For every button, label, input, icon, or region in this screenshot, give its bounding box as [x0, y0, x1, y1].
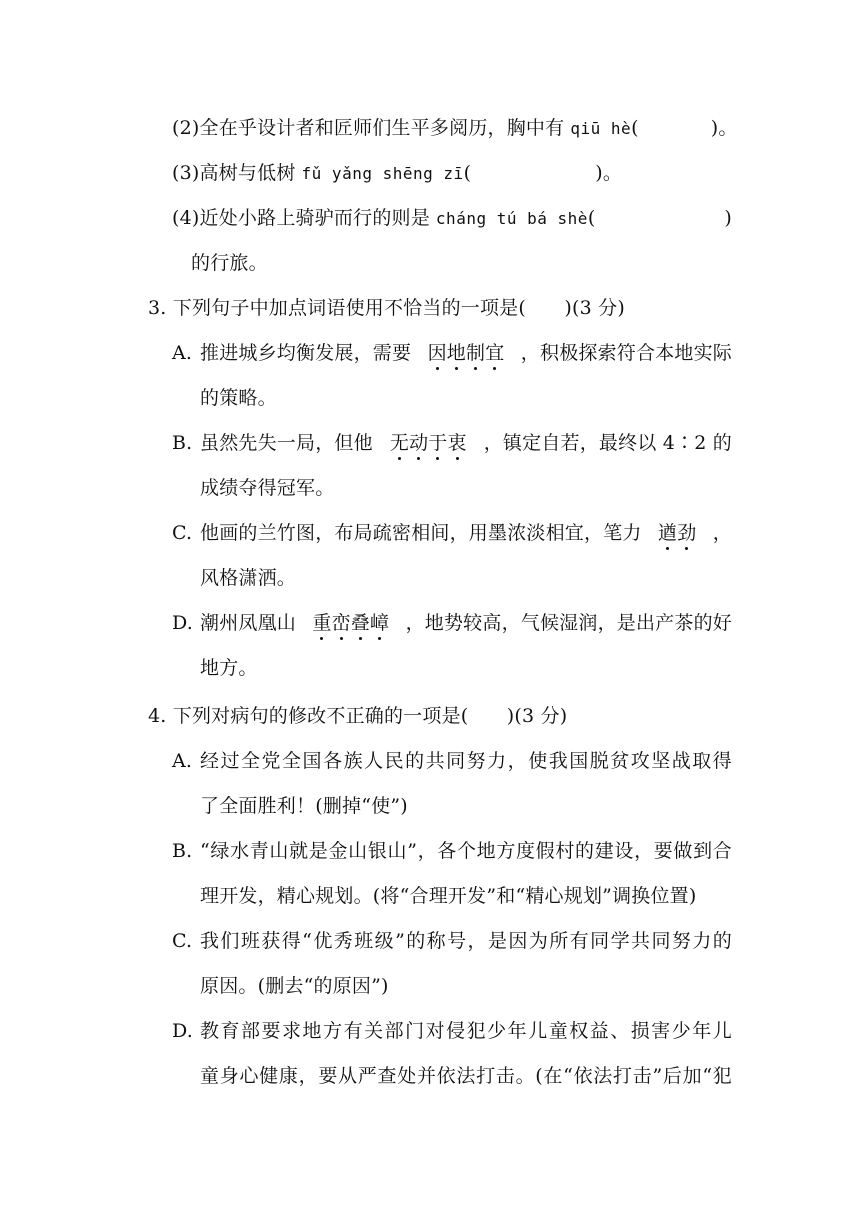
answer-blank-open: (: [587, 207, 596, 229]
q3-option-c[interactable]: [172, 521, 732, 545]
option-text: 我们班获得“优秀班级”的称号，是因为所有同学共同努力的: [200, 930, 732, 952]
q2-item-3: [172, 161, 622, 186]
option-text-post: ，积极探索符合本地实际: [520, 342, 732, 364]
item-number: (2): [172, 117, 200, 139]
q3-stem: 3. 下列句子中加点词语使用不恰当的一项是( )(3 分): [148, 297, 625, 319]
q3-option-b-continuation: 成绩夺得冠军。: [200, 477, 335, 499]
item-number: (3): [172, 162, 200, 184]
option-text-pre: 推进城乡均衡发展，需要: [200, 342, 412, 364]
option-text-pre: 潮州凤凰山: [200, 612, 297, 634]
pinyin: qiū hè: [570, 119, 632, 138]
option-text: “绿水青山就是金山银山”，各个地方度假村的建设，要做到合: [200, 840, 732, 862]
q3-option-a-continuation: 的策略。: [200, 387, 277, 409]
option-label: B.: [172, 432, 193, 454]
answer-blank-close: )。: [710, 117, 738, 139]
q4-stem: 4. 下列对病句的修改不正确的一项是( )(3 分): [148, 705, 568, 727]
option-label: B.: [172, 840, 193, 862]
q4-option-a-continuation: 了全面胜利！(删掉“使”): [200, 795, 408, 817]
option-text-post: ，镇定自若，最终以 4∶2 的: [483, 432, 732, 454]
option-label: C.: [172, 930, 193, 952]
dotted-word: 重峦叠嶂: [312, 612, 390, 634]
dotted-word: 因地制宜: [427, 342, 505, 364]
q3-option-d[interactable]: [172, 611, 732, 635]
option-text-post: ，: [712, 522, 732, 544]
q4-option-a[interactable]: [172, 749, 732, 773]
item-text: 全在乎设计者和匠师们生平多阅历，胸中有: [199, 117, 565, 139]
q2-item-2: [172, 116, 738, 141]
option-label: D.: [172, 612, 193, 634]
q2-item-4: [172, 206, 732, 231]
q3-option-a[interactable]: [172, 341, 732, 365]
q4-option-c[interactable]: [172, 929, 732, 953]
q4-option-b-continuation: 理开发，精心规划。(将“合理开发”和“精心规划”调换位置): [200, 885, 697, 907]
dotted-word: 遒劲: [658, 522, 697, 544]
option-label: A.: [172, 750, 193, 772]
item-text: 近处小路上骑驴而行的则是: [199, 207, 430, 229]
answer-blank-open: (: [631, 117, 639, 139]
q4-option-b[interactable]: [172, 839, 732, 863]
q2-item-4-continuation: 的行旅。: [191, 252, 268, 274]
option-label: C.: [172, 522, 193, 544]
option-label: D.: [172, 1020, 193, 1042]
q3-option-c-continuation: 风格潇洒。: [200, 567, 297, 589]
option-label: A.: [172, 342, 193, 364]
item-number: (4): [172, 207, 200, 229]
answer-blank-close: )。: [595, 162, 623, 184]
q4-option-c-continuation: 原因。(删去“的原因”): [200, 975, 389, 997]
q3-option-d-continuation: 地方。: [200, 657, 258, 679]
dotted-word: 无动于衷: [389, 432, 467, 454]
option-text: 经过全党全国各族人民的共同努力，使我国脱贫攻坚战取得: [200, 750, 732, 772]
pinyin: fǔ yǎng shēng zī: [301, 164, 464, 183]
q4-option-d[interactable]: [172, 1019, 732, 1043]
option-text-pre: 虽然先失一局，但他: [200, 432, 373, 454]
pinyin: cháng tú bá shè: [435, 209, 588, 228]
item-text: 高树与低树: [199, 162, 296, 184]
q4-option-d-continuation: 童身心健康，要从严查处并依法打击。(在“依法打击”后加“犯: [200, 1065, 732, 1087]
answer-blank-close: ): [724, 207, 732, 229]
option-text: 教育部要求地方有关部门对侵犯少年儿童权益、损害少年儿: [200, 1020, 732, 1042]
option-text-pre: 他画的兰竹图，布局疏密相间，用墨浓淡相宜，笔力: [200, 522, 642, 544]
option-text-post: ，地势较高，气候湿润，是出产茶的好: [405, 612, 732, 634]
q3-option-b[interactable]: [172, 431, 732, 455]
answer-blank-open: (: [463, 162, 472, 184]
